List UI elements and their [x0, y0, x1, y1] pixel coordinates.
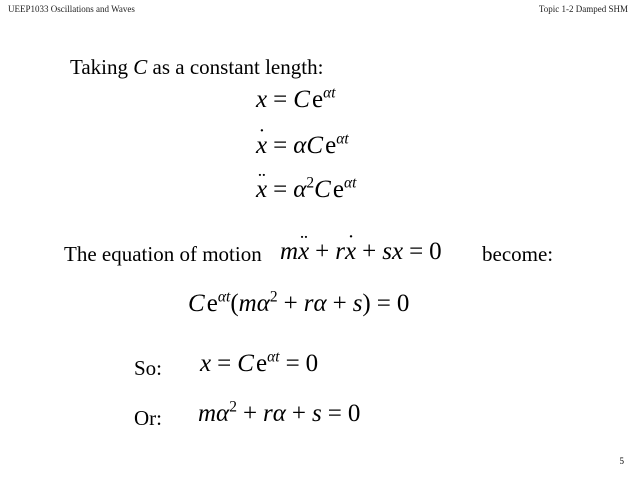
or-t3: s: [312, 400, 322, 427]
eq-xddot-coef-a: α: [293, 176, 307, 203]
eq-xddot-base: e: [332, 176, 344, 203]
so-rhs: 0: [305, 350, 319, 377]
eq-xddot-rel: =: [273, 176, 288, 203]
or-t1: mα: [198, 400, 230, 427]
main-paren-open: (: [230, 290, 239, 317]
eq-x-exp: αt: [323, 84, 336, 102]
main-rel: =: [376, 290, 391, 317]
equation-x: [256, 86, 336, 114]
equation-xddot: [256, 176, 356, 204]
motion-suffix: become:: [482, 242, 554, 266]
eq-x-base: e: [312, 86, 324, 113]
so-lhs: x: [200, 350, 212, 377]
equation-xdot: [256, 132, 349, 160]
or-rhs: 0: [347, 400, 361, 427]
eq-xdot-rel: =: [273, 132, 288, 159]
or-t2: rα: [263, 400, 286, 427]
motion-plus2: +: [362, 238, 377, 265]
page-number: 5: [619, 456, 624, 466]
motion-rhs: 0: [429, 238, 442, 265]
equation-so: [200, 350, 318, 378]
intro-sentence: [70, 55, 323, 80]
so-exp: αt: [267, 348, 280, 366]
equation-or: [198, 400, 360, 428]
eq-x-coef: C: [293, 86, 310, 113]
motion-rel: =: [409, 238, 424, 265]
or-t1-pow: 2: [229, 398, 237, 416]
or-plus2: +: [291, 400, 307, 427]
equation-motion: [280, 238, 442, 266]
motion-m: m: [280, 238, 299, 265]
equation-main: [188, 290, 409, 318]
main-t2: rα: [303, 290, 327, 317]
main-rhs: 0: [396, 290, 410, 317]
motion-plus1: +: [315, 238, 330, 265]
eq-xdot-exp: αt: [336, 130, 349, 148]
so-rel1: =: [217, 350, 232, 377]
eq-xddot-coef-b: C: [314, 176, 331, 203]
so-label: So:: [134, 356, 163, 380]
header-course-title: UEEP1033 Oscillations and Waves: [8, 4, 135, 14]
so-rel2: =: [285, 350, 300, 377]
main-t1: mα: [238, 290, 270, 317]
eq-xdot-coef: αC: [293, 132, 324, 159]
main-plus1: +: [283, 290, 298, 317]
or-plus1: +: [242, 400, 258, 427]
intro-prefix: Taking: [70, 55, 134, 79]
main-coef: C: [188, 290, 205, 317]
or-rel: =: [327, 400, 342, 427]
motion-r: r: [335, 238, 346, 265]
eq-xddot-lhs: ¨ x: [256, 176, 267, 204]
main-paren-close: ): [362, 290, 371, 317]
main-t1-pow: 2: [269, 288, 278, 306]
eq-x-rel: =: [273, 86, 288, 113]
eq-xdot-base: e: [325, 132, 337, 159]
motion-xddot: ¨ x: [298, 238, 309, 266]
header-topic-title: Topic 1-2 Damped SHM: [538, 4, 628, 14]
intro-symbol: C: [133, 55, 148, 79]
intro-suffix: as a constant length:: [147, 55, 324, 79]
eq-xdot-lhs: ˙ x: [256, 132, 267, 160]
motion-xdot: ˙ x: [345, 238, 356, 266]
main-t3: s: [352, 290, 363, 317]
main-exp: αt: [217, 288, 231, 306]
so-coef: C: [237, 350, 254, 377]
main-base: e: [206, 290, 218, 317]
motion-sx: sx: [382, 238, 404, 265]
or-label: Or:: [134, 406, 162, 430]
motion-prefix: The equation of motion: [64, 242, 262, 266]
eq-xddot-coef-pow: 2: [306, 174, 315, 192]
main-plus2: +: [332, 290, 347, 317]
eq-xddot-exp: αt: [343, 174, 357, 192]
so-base: e: [256, 350, 268, 377]
eq-x-lhs: x: [256, 86, 268, 113]
